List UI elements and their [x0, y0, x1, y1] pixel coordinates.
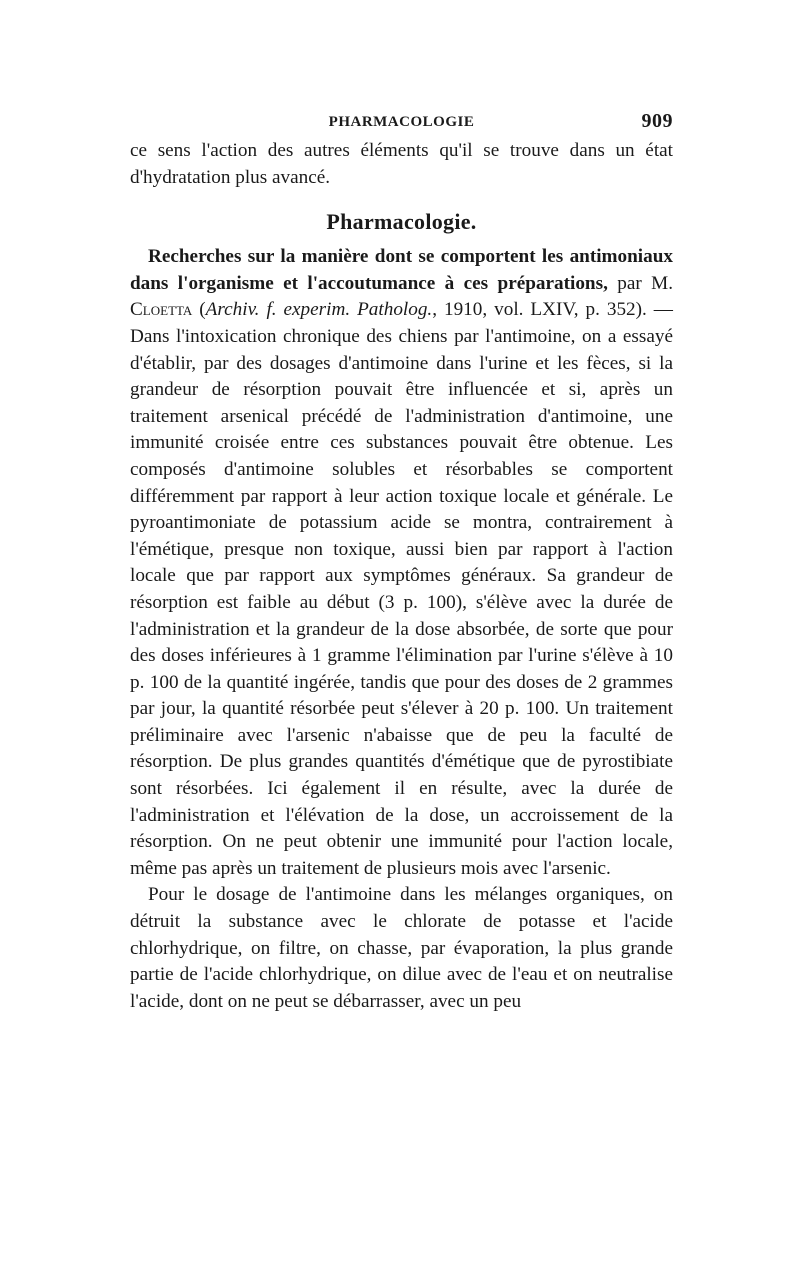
author-prefix: par M.	[617, 272, 674, 294]
journal-name: Archiv. f. experim. Patholog.	[205, 299, 433, 321]
article-title: Recherches sur la manière dont se comportent les antimoniaux dans l'organisme et l'accoutumance à ces préparations,	[130, 246, 673, 294]
page-number: 909	[641, 110, 673, 132]
article-paragraph	[130, 244, 673, 882]
running-title: PHARMACOLOGIE	[328, 114, 475, 130]
section-heading: Pharmacologie.	[326, 209, 477, 235]
article-author: Cloetta	[130, 299, 193, 321]
second-paragraph: Pour le dosage de l'antimoine dans les mélanges organiques, on détruit la substance avec le chlorate de potasse et l'acide chlorhydrique, on filtre, on chasse, par évaporation, la plus grande partie de l'acide chlorhydrique, on dilue avec de l'eau et on neutralise l'acide, dont on ne peut se débarrasser, avec un peu	[130, 884, 673, 1012]
reference-details: , 1910, vol. LXIV, p. 352). —	[432, 299, 673, 321]
continuation-paragraph: ce sens l'action des autres éléments qu'il se trouve dans un état d'hydratation plus avancé.	[130, 140, 673, 188]
reference-open: (	[199, 299, 206, 321]
running-head	[130, 108, 673, 138]
article-body: Dans l'intoxication chronique des chiens par l'antimoine, on a essayé d'établir, par des dosages d'antimoine dans l'urine et les fèces, si la grandeur de résorption pouvait être influencée et si, après un traitement arsenical précédé de l'administration d'antimoine, une immunité croisée entre ces substances pouvait être obtenue. Les composés d'antimoine solubles et résorbables se comportent différemment par rapport à leur action toxique locale et générale. Le pyroantimoniate de potassium acide se montra, contrairement à l'émétique, presque non toxique, aussi bien par rapport à l'action locale que par rapport aux symptômes généraux. Sa grandeur de résorption est faible au début (3 p. 100), s'élève avec la durée de l'administration et la grandeur de la dose absorbée, de sorte que pour des doses inférieures à 1 gramme l'élimination par l'urine s'élève à 10 p. 100 de la quantité ingérée, tandis que pour des doses de 2 grammes par jour, la quantité résorbée peut s'élever à 20 p. 100. Un traitement préliminaire avec l'arsenic n'abaisse que de peu la faculté de résorption. De plus grandes quantités d'émétique que de pyrostibiate sont résorbées. Ici également il en résulte, avec la durée de l'administration et l'élévation de la dose, un accroissement de la résorption. On ne peut obtenir une immunité pour l'action locale, même pas après un traitement de plusieurs mois avec l'arsenic.	[130, 325, 673, 879]
book-page	[130, 108, 673, 1015]
